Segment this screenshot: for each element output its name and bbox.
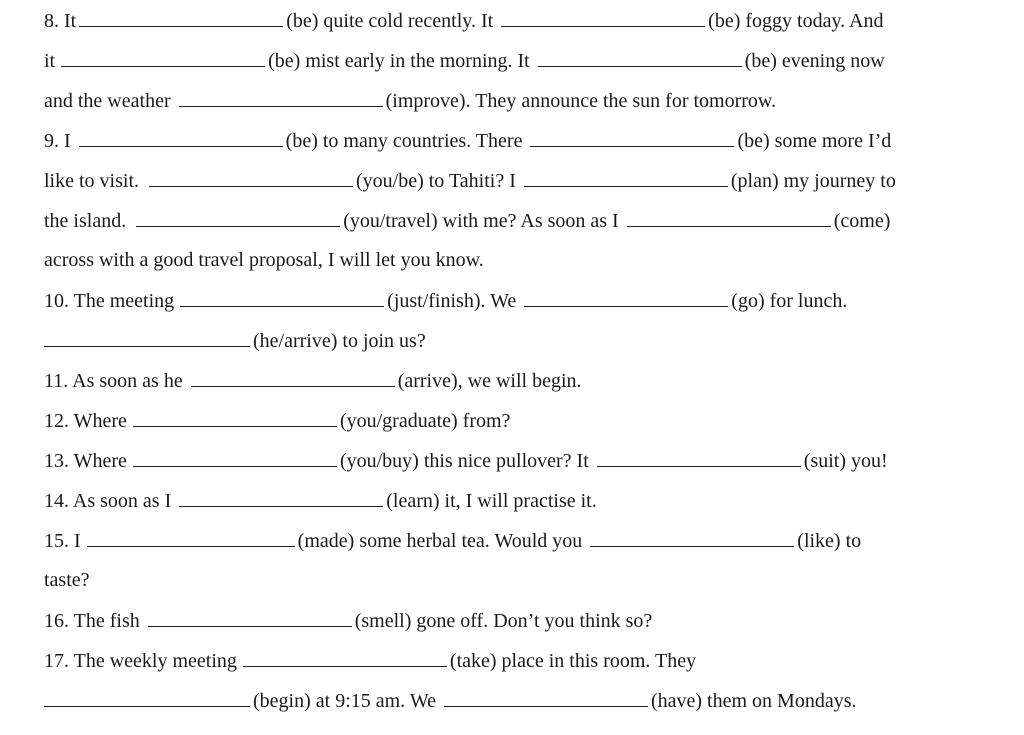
line-text: (you/travel) with me? As soon as I [343, 210, 619, 232]
answer-blank[interactable] [180, 286, 384, 307]
answer-blank[interactable] [149, 166, 353, 187]
answer-blank[interactable] [538, 46, 742, 67]
line-text: (he/arrive) to join us? [253, 330, 426, 352]
line-text: (go) for lunch. [731, 290, 848, 312]
worksheet-line-5 [44, 166, 896, 194]
worksheet-line-13 [44, 486, 597, 514]
worksheet-line-12 [44, 446, 888, 474]
answer-blank[interactable] [243, 646, 447, 667]
worksheet-line-6 [44, 206, 890, 234]
line-text: (you/buy) this nice pullover? It [339, 450, 589, 472]
answer-blank[interactable] [179, 86, 383, 107]
answer-blank[interactable] [148, 606, 352, 627]
line-text: 14. As soon as I [44, 490, 172, 512]
line-text: (be) mist early in the morning. It [268, 50, 530, 72]
line-text: 12. Where [44, 410, 127, 432]
worksheet-line-1 [44, 6, 884, 34]
line-text: it [44, 50, 56, 72]
answer-blank[interactable] [501, 6, 705, 27]
line-text: (just/finish). We [387, 290, 517, 312]
worksheet-line-14 [44, 526, 861, 554]
answer-blank[interactable] [530, 126, 734, 147]
line-text: 15. I [44, 530, 81, 552]
line-text: 11. As soon as he [44, 370, 183, 392]
line-text: (come) [833, 210, 891, 232]
line-text: (be) foggy today. And [708, 10, 884, 32]
line-text: (made) some herbal tea. Would you [297, 530, 583, 552]
worksheet-line-9 [44, 326, 426, 354]
line-text: (you/graduate) from? [339, 410, 511, 432]
line-text: (plan) my journey to [730, 170, 896, 192]
line-text: (you/be) to Tahiti? I [356, 170, 516, 192]
worksheet-line-4 [44, 126, 891, 154]
answer-blank[interactable] [524, 286, 728, 307]
worksheet-line-3 [44, 86, 776, 114]
answer-blank[interactable] [191, 366, 395, 387]
line-text: (learn) it, I will practise it. [386, 490, 597, 512]
line-text: (take) place in this room. They [449, 650, 697, 672]
line-text: (be) some more I’d [737, 130, 892, 152]
line-text: the island. [44, 210, 127, 232]
answer-blank[interactable] [44, 686, 250, 707]
worksheet-line-8 [44, 286, 847, 314]
answer-blank[interactable] [590, 526, 794, 547]
line-text: like to visit. [44, 170, 139, 192]
line-text: (have) them on Mondays. [650, 690, 857, 712]
line-text: (arrive), we will begin. [397, 370, 582, 392]
answer-blank[interactable] [136, 206, 340, 227]
line-text: (be) quite cold recently. It [286, 10, 494, 32]
answer-blank[interactable] [87, 526, 295, 547]
answer-blank[interactable] [597, 446, 801, 467]
answer-blank[interactable] [133, 406, 337, 427]
line-text: taste? [44, 569, 90, 591]
line-text: (begin) at 9:15 am. We [253, 690, 436, 712]
line-text: across with a good travel proposal, I will let you know. [44, 249, 484, 271]
worksheet-line-16 [44, 606, 652, 634]
answer-blank[interactable] [61, 46, 265, 67]
answer-blank[interactable] [524, 166, 728, 187]
line-text: (smell) gone off. Don’t you think so? [354, 610, 653, 632]
line-text: (suit) you! [803, 450, 888, 472]
answer-blank[interactable] [627, 206, 831, 227]
line-text: 8. It [44, 10, 77, 32]
worksheet-line-10 [44, 366, 582, 394]
line-text: 9. I [44, 130, 71, 152]
answer-blank[interactable] [44, 326, 250, 347]
answer-blank[interactable] [444, 686, 648, 707]
worksheet-line-15 [44, 566, 90, 594]
worksheet-line-18 [44, 686, 856, 714]
answer-blank[interactable] [133, 446, 337, 467]
answer-blank[interactable] [79, 126, 283, 147]
line-text: (like) to [797, 530, 862, 552]
answer-blank[interactable] [179, 486, 383, 507]
line-text: and the weather [44, 90, 171, 112]
line-text: 10. The meeting [44, 290, 175, 312]
worksheet-line-2 [44, 46, 885, 74]
line-text: 13. Where [44, 450, 127, 472]
line-text: 16. The fish [44, 610, 140, 632]
answer-blank[interactable] [79, 6, 283, 27]
worksheet-line-17 [44, 646, 696, 674]
line-text: (be) evening now [744, 50, 885, 72]
line-text: (be) to many countries. There [285, 130, 523, 152]
worksheet-line-7 [44, 246, 484, 274]
worksheet-line-11 [44, 406, 510, 434]
line-text: 17. The weekly meeting [44, 650, 237, 672]
line-text: (improve). They announce the sun for tomorrow. [385, 90, 777, 112]
